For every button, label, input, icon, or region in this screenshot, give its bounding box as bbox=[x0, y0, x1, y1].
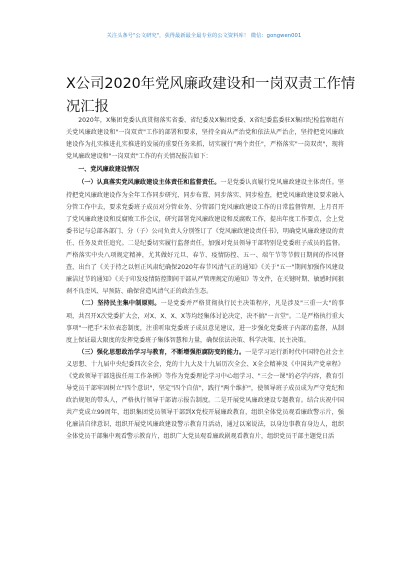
item-3-text: 一是学习运行新时代中国特色社会主义思想、十九届中央纪委四次全会，党的十九大及十九届历次全会、X全会精神及《中国共产党章程》《党政领导干部选拔任用工作条例》等作为党委理论学习中心组学习、"三会一课"的必学内容，教育引导党员干部牢固树立"四个意识"，坚定"四个自信"，践行"两个维护"，使领导班子成员成为严守党纪和政治规矩的带头人，严格执行领导干部请示报告制度。二是开展党风廉政建设专题教育。结合庆祝中国共产党成立99周年，组织集团党员领导干部到X党校开展廉政教育，组织全体党员观看廉政警示片，强化廉洁自律意识，组织开展党风廉政建设警示教育月活动，通过以案说法，以身边事教育身边人，组织全体党员干部集中观看警示教育片，组织广大党员观看廉政剧观看教育片，组织党员干部主题党日活 bbox=[66, 348, 345, 441]
document-title: X公司2020年党风廉政建设和一岗双责工作情况汇报 bbox=[66, 76, 356, 115]
promo-banner[interactable]: 关注头条号"公文研究"，获得最新最全最专业的公文资料库！ 微信：gongwen001 bbox=[106, 33, 302, 39]
item-3-heading: （三）强化思想政治学习与教育，不断增强拒腐防变的能力。 bbox=[78, 348, 246, 356]
item-2-text: 一是党委并严格贯彻执行民主决策程序，凡是涉及"三重一大"的事项，共召开X次党委扩大会，对X、X、X、X等均经集体讨论决定，决不搞"一言堂"。二是严格执行重大事项"一把手"末位表态制度，注重听取党委班子成员意见建议，进一步强化党委班子内部的监督，从制度上保证最大限度的发挥党委班子集体智慧和力量，确保依法决策、科学决策、民主决策。 bbox=[66, 300, 345, 344]
section-heading: 一、党风廉政建设情况 bbox=[78, 166, 140, 174]
item-1-text: 一是党委认真履行党风廉政建设主体责任。坚持把党风廉政建设作为全年工作同步研究、同步布置、同步落实、同步检查，把党风廉政建设要求融入分管工作中去，要求党委班子成员对分管业务、分管部门党风廉政建设工作的日常监督管理，上月召开了党风廉政建设和反腐败工作会议，研究部署党风廉政建设和反腐败工作，提出年度工作要点，会上党委书记与总部各部门、分（子）公司负责人分别签订了《党风廉政建设责任书》，明确党风廉政建设的责任、任务及责任追究。二是纪委切实履行监督责任，加强对党员领导干部特别是党委班子成员的监督。严格落实中央八项规定精神，尤其做好元旦、春节、疫情防控、五一、端午节等节假日期间的作风督查，出台了《关于持之以恒正风肃纪确保2020年春节风清气正的通知》《关于"五一"期间加强作风建设廉洁过节的通知》《关于印发疫情防控期间干部从严管理规定的通知》等文件，在关键时期、敏感时间狠刹不良歪风、早预防、确保营造风清气正的政治生态。 bbox=[66, 179, 345, 296]
item-2-heading: （二）坚持民主集中制原则。 bbox=[78, 300, 161, 308]
document-body bbox=[66, 115, 344, 444]
item-1-heading: （一）认真落实党风廉政建设主体责任和监督责任。 bbox=[78, 179, 221, 187]
paragraph-item-1 bbox=[66, 177, 344, 298]
intro-paragraph: 2020年，X集团党委认真贯彻落实省委、省纪委及X集团党委、X省纪委监委驻X集团纪检监察组有关党风廉政建设和"一岗双责"工作的部署和要求，坚持全面从严治党和依法从严治企，坚持把党风廉政建设作为扎实推进扎实推进的发展的重要任务来抓，切实履行"两个责任"，严格落实"一岗双责"，现将党风廉政建设和"一岗双责"工作的有关情况报告如下： bbox=[66, 117, 344, 161]
paragraph-item-2 bbox=[66, 298, 344, 346]
paragraph-item-3 bbox=[66, 347, 344, 444]
